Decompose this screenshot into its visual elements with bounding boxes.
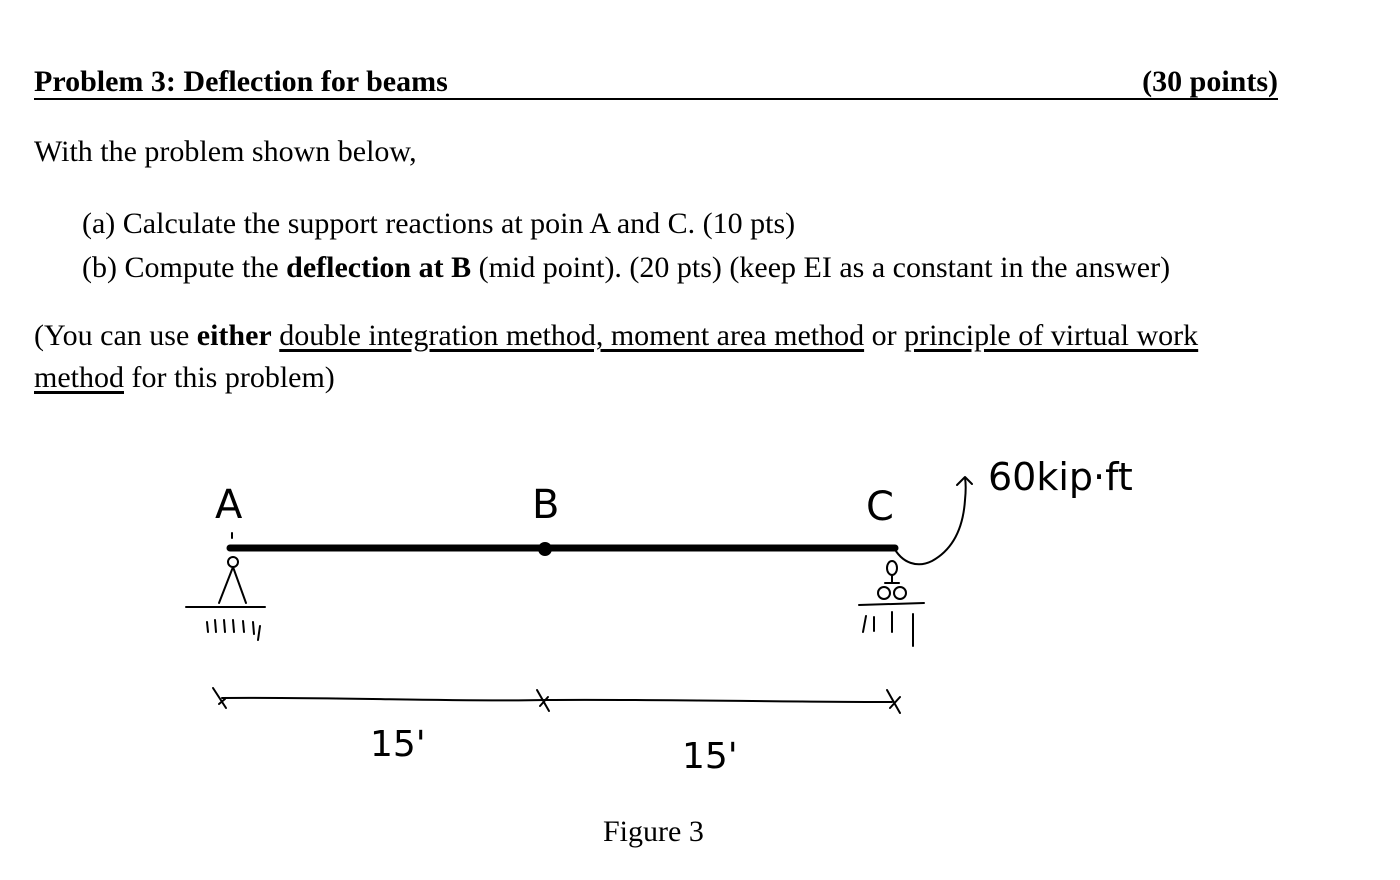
question-b-post: (mid point). (20 pts) (keep EI as a constant in the answer): [471, 251, 1171, 284]
moment-arrow: [893, 477, 972, 564]
question-a-label: (a): [82, 207, 116, 240]
point-b-dot: [538, 542, 552, 556]
note-close: for this problem): [124, 361, 335, 394]
moment-label: 60kip·ft: [988, 455, 1133, 499]
note-open: (You can use: [34, 319, 197, 352]
question-b-label: (b): [82, 251, 117, 284]
question-a-text: Calculate the support reactions at poin A and C. (10 pts): [122, 207, 796, 240]
note-mid: or: [864, 319, 905, 352]
problem-title: Problem 3: Deflection for beams: [34, 65, 448, 98]
intro-text: With the problem shown below,: [34, 135, 417, 168]
roller-support-c: [859, 561, 924, 646]
question-b-pre: Compute the: [124, 251, 287, 284]
dimension-label-1: 15': [370, 724, 426, 765]
problem-points: (30 points): [1142, 65, 1278, 98]
dimension-label-2: 15': [682, 736, 738, 777]
question-b-bold: deflection at B: [286, 251, 472, 284]
note-method-1: double integration method, moment area method: [279, 319, 865, 352]
note-method-2: principle of virtual work method: [34, 319, 1199, 394]
label-b: B: [532, 482, 560, 528]
note-either: either: [196, 319, 272, 352]
figure-caption: Figure 3: [603, 815, 704, 848]
label-a: A: [215, 482, 243, 528]
dimension-line: [213, 688, 900, 713]
label-c: C: [866, 484, 894, 530]
